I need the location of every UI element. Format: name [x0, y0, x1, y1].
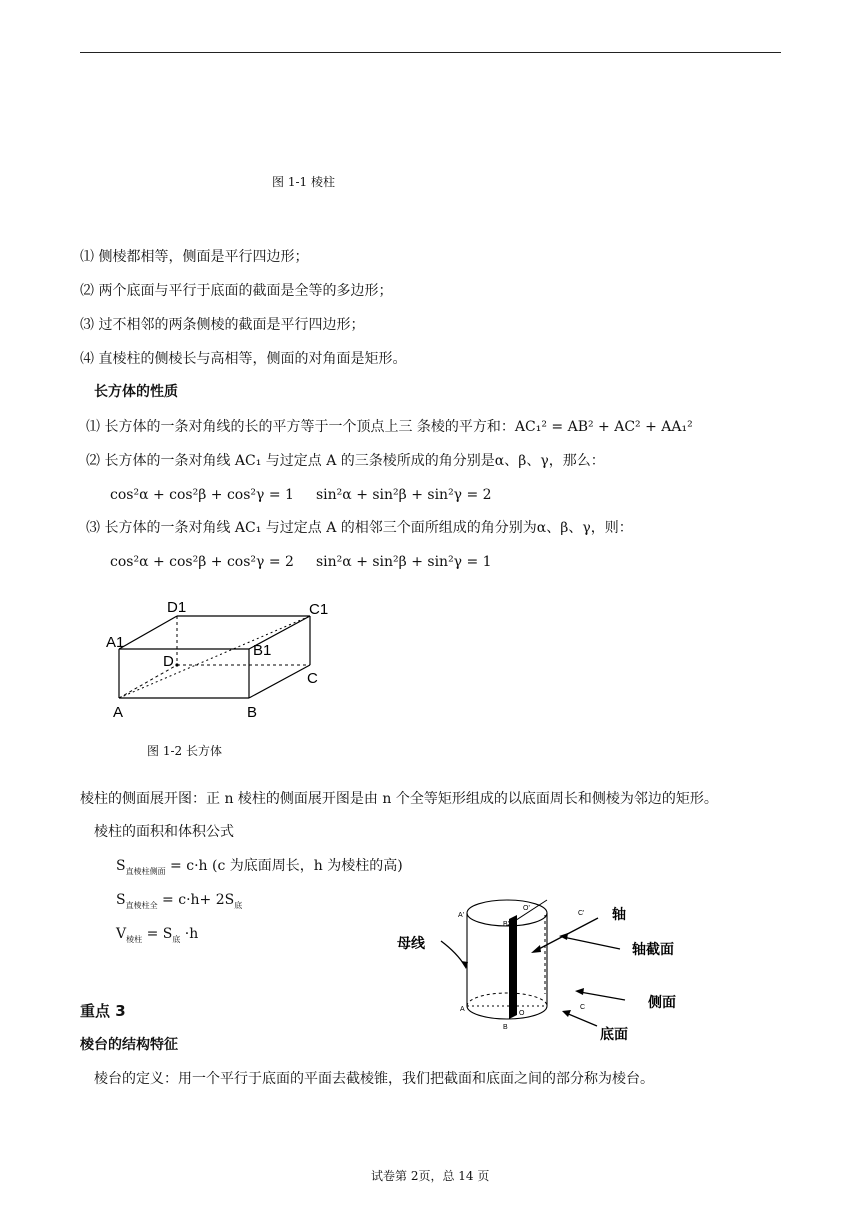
formula-lateral-area: [116, 856, 403, 876]
cylinder-bottom-front: [467, 1006, 547, 1019]
cuboid-figure: [100, 592, 340, 724]
label-b: B: [247, 704, 258, 721]
point-c-top: C': [578, 910, 585, 917]
label-a: A: [113, 704, 124, 721]
label-c: C: [307, 670, 318, 687]
header-rule: [80, 52, 781, 53]
formula-volume-sub2: 底: [172, 934, 181, 944]
formula-total-area-sub2: 底: [234, 900, 243, 910]
formula-volume-tail: ·h: [180, 926, 199, 942]
frustum-structure-heading: 棱台的结构特征: [80, 1037, 178, 1053]
development-text: 棱柱的侧面展开图：正 n 棱柱的侧面展开图是由 n 个全等矩形组成的以底面周长和侧棱为邻边的矩形。: [80, 791, 718, 807]
label-d1: D1: [167, 599, 187, 616]
point-b-top: B': [503, 921, 510, 928]
point-d: [175, 663, 178, 666]
arrow-axial-section-line: [563, 937, 620, 949]
cylinder-bottom-back-hidden: [467, 993, 547, 1006]
label-axial-section: 轴截面: [632, 941, 674, 957]
formula-total-area: [116, 890, 242, 910]
point-a: A: [460, 1006, 465, 1013]
label-generatrix: 母线: [397, 935, 425, 951]
formula-lateral-area-symbol: S: [116, 858, 126, 874]
page-footer: 试卷第 2页，总 14 页: [371, 1169, 490, 1183]
cylinder-figure: [385, 893, 705, 1043]
cuboid-property-3-formula-sin: sin²α + sin²β + sin²γ = 1: [316, 554, 492, 570]
prism-property-1: ⑴ 侧棱都相等，侧面是平行四边形；: [80, 249, 309, 265]
formula-volume: [116, 924, 198, 944]
cuboid-property-1-text: ⑴ 长方体的一条对角线的长的平方等于一个顶点上三 条棱的平方和：: [86, 419, 515, 435]
edge-a1d1: [119, 616, 177, 649]
label-axis: 轴: [612, 906, 626, 922]
label-c1: C1: [309, 601, 329, 618]
formula-lateral-area-rest: = c·h (c 为底面周长，h 为棱柱的高): [165, 858, 403, 874]
arrow-generatrix-line: [441, 941, 465, 966]
formula-volume-symbol: V: [116, 926, 127, 942]
arrow-side-line: [580, 992, 625, 1000]
arrow-axis-head: [531, 945, 541, 953]
arrow-base-line: [566, 1013, 597, 1026]
label-side: 侧面: [648, 994, 676, 1010]
formula-total-area-rest: = c·h+ 2S: [157, 892, 235, 908]
point-c: C: [580, 1004, 586, 1011]
cuboid-property-2-formula-sin: sin²α + sin²β + sin²γ = 2: [316, 487, 492, 503]
label-a1: A1: [106, 634, 125, 651]
point-o: O: [519, 1010, 525, 1017]
prism-property-2: ⑵ 两个底面与平行于底面的截面是全等的多边形；: [80, 283, 393, 299]
cuboid-property-3: ⑶ 长方体的一条对角线 AC₁ 与过定点 A 的相邻三个面所组成的角分别为α、β、γ，则：: [86, 520, 633, 536]
prism-property-3: ⑶ 过不相邻的两条侧棱的截面是平行四边形；: [80, 317, 365, 333]
label-b1: B1: [253, 642, 272, 659]
area-volume-heading: 棱柱的面积和体积公式: [94, 824, 234, 840]
figure-1-caption: 图 1-1 棱柱: [272, 175, 335, 189]
prism-property-4: ⑷ 直棱柱的侧棱长与高相等，侧面的对角面是矩形。: [80, 351, 407, 367]
arrow-base-head: [562, 1010, 571, 1017]
formula-volume-sub: 棱柱: [126, 934, 143, 944]
formula-volume-rest: = S: [142, 926, 173, 942]
point-b: B: [503, 1024, 508, 1031]
point-a-top: A': [458, 912, 465, 919]
cuboid-property-3-formula-cos: cos²α + cos²β + cos²γ = 2: [110, 554, 294, 570]
formula-lateral-area-sub: 直棱柱侧面: [125, 866, 166, 876]
frustum-definition: 棱台的定义：用一个平行于底面的平面去截棱锥，我们把截面和底面之间的部分称为棱台。: [94, 1071, 654, 1087]
cuboid-property-1: [86, 417, 693, 437]
key-point-3-heading: 重点 3: [80, 1002, 126, 1020]
point-o-top: O': [523, 905, 530, 912]
arrow-side-head: [575, 988, 584, 995]
label-d: D: [163, 653, 174, 670]
label-base: 底面: [600, 1026, 628, 1042]
axial-section-band: [509, 915, 517, 1019]
cuboid-property-2-formula-cos: cos²α + cos²β + cos²γ = 1: [110, 487, 294, 503]
diagonal-ac1-hidden: [119, 616, 310, 698]
cuboid-property-2: ⑵ 长方体的一条对角线 AC₁ 与过定点 A 的三条棱所成的角分别是α、β、γ，那么：: [86, 453, 605, 469]
formula-total-area-sub: 直棱柱全: [125, 900, 158, 910]
cuboid-property-1-formula: AC₁² = AB² + AC² + AA₁²: [514, 419, 693, 435]
cuboid-heading: 长方体的性质: [94, 384, 178, 400]
arrow-axial-section-head: [559, 933, 568, 940]
edge-bc: [249, 665, 310, 698]
figure-2-caption: 图 1-2 长方体: [147, 744, 222, 758]
formula-total-area-symbol: S: [116, 892, 126, 908]
